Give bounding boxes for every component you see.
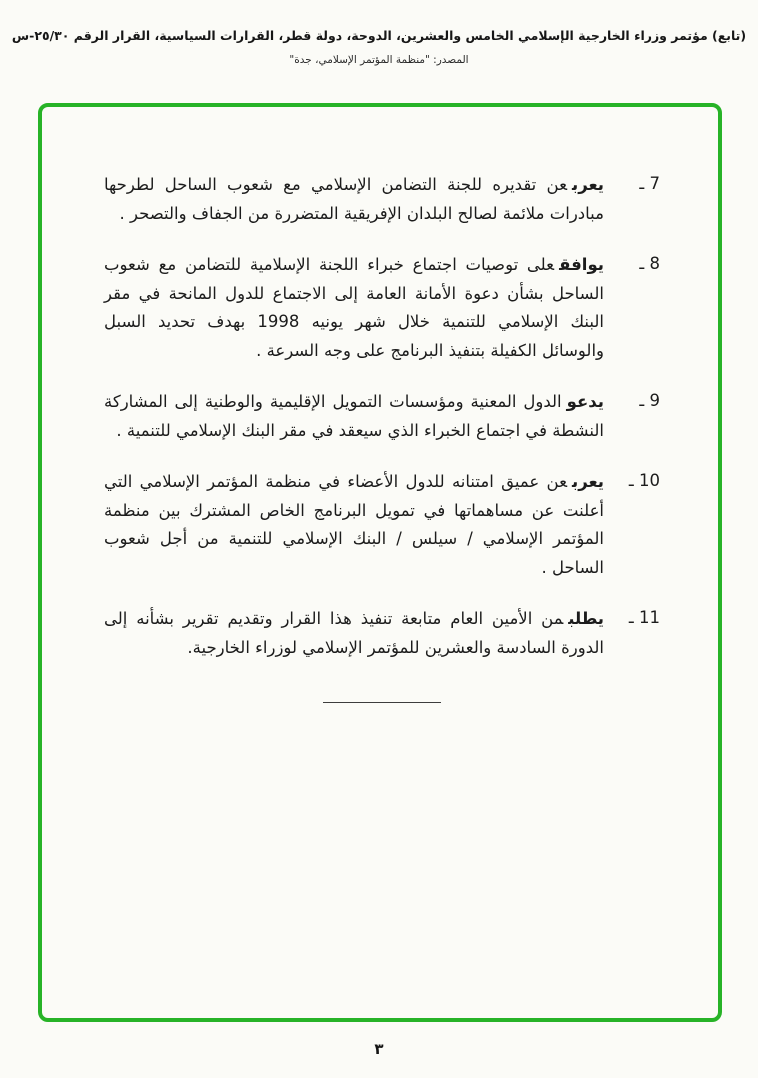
item-lead-word: يوافق <box>559 255 604 275</box>
item-lead-word: يطلب <box>568 609 604 629</box>
item-text <box>104 605 604 662</box>
item-marker: 7 ـ <box>639 174 660 193</box>
resolution-item <box>104 251 660 365</box>
item-text <box>104 171 604 228</box>
section-divider <box>323 702 441 703</box>
item-lead-word: يعرب <box>572 175 604 194</box>
item-lead-word: يعرب <box>572 472 604 492</box>
resolution-item <box>104 468 660 582</box>
item-marker: 8 ـ <box>639 254 660 274</box>
item-body: عن تقديره للجنة التضامن الإسلامي مع شعوب الساحل لطرحها مبادرات ملائمة لصالح البلدان الإفريقية المتضررة من الجفاف والتصحر . <box>104 175 604 223</box>
header-source: المصدر: "منظمة المؤتمر الإسلامي، جدة" <box>289 54 469 66</box>
item-marker: 10 ـ <box>628 471 660 491</box>
resolution-items-list <box>104 171 660 662</box>
item-text <box>104 388 604 445</box>
item-body: من الأمين العام متابعة تنفيذ هذا القرار وتقديم تقرير بشأنه إلى الدورة السادسة والعشرين للمؤتمر الإسلامي لوزراء الخارجية. <box>104 609 604 657</box>
page-number: ٣ <box>374 1040 384 1058</box>
item-marker: 9 ـ <box>639 391 660 411</box>
document-header <box>0 0 758 66</box>
item-text <box>104 468 604 582</box>
item-lead-word: يدعو <box>566 392 604 412</box>
resolution-item <box>104 388 660 445</box>
resolution-item <box>104 171 660 228</box>
resolution-item <box>104 605 660 662</box>
header-title: (تابع) مؤتمر وزراء الخارجية الإسلامي الخامس والعشرين، الدوحة، دولة قطر، القرارات السياسية، القرار الرقم ٢٥/٣٠-س <box>11 28 747 43</box>
item-body: عن عميق امتنانه للدول الأعضاء في منظمة المؤتمر الإسلامي التي أعلنت عن مساهماتها في تمويل البرنامج الخاص المشترك بين منظمة المؤتمر الإسلامي / سيلس / البنك الإسلامي للتنمية من أجل شعوب الساحل . <box>104 472 604 577</box>
item-marker: 11 ـ <box>628 608 660 628</box>
item-body: على توصيات اجتماع خبراء اللجنة الإسلامية للتضامن مع شعوب الساحل بشأن دعوة الأمانة العامة إلى الاجتماع للدول المانحة في مقر البنك الإسلامي للتنمية خلال شهر يونيه 1998 بهدف تحديد السبل والوسائل الكفيلة بتنفيذ البرنامج على وجه السرعة . <box>104 255 604 360</box>
item-body: الدول المعنية ومؤسسات التمويل الإقليمية والوطنية إلى المشاركة النشطة في اجتماع الخبراء الذي سيعقد في مقر البنك الإسلامي للتنمية . <box>104 392 604 440</box>
content-frame <box>38 103 722 1022</box>
item-text <box>104 251 604 365</box>
